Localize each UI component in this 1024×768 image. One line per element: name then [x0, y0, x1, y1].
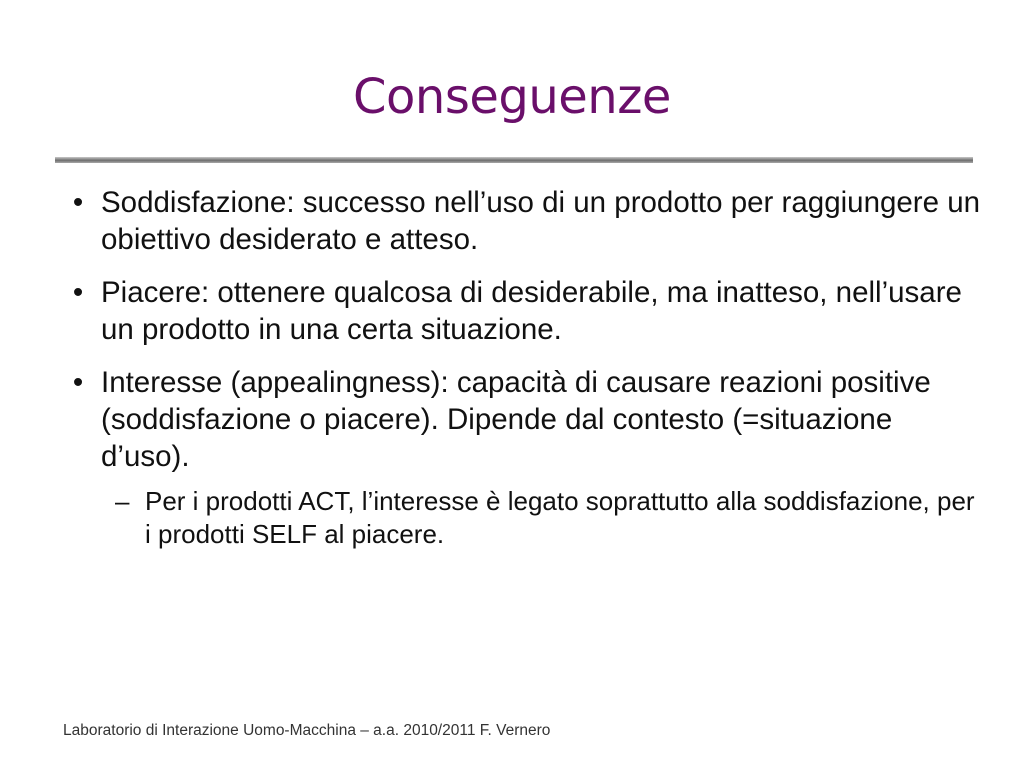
sub-bullet-item — [115, 485, 985, 551]
slide-title: Conseguenze — [353, 69, 671, 125]
sub-bullet-mark: – — [115, 486, 130, 516]
sub-bullet-text: Per i prodotti ACT, l’interesse è legato soprattutto alla soddisfazione, per i prodotti SELF al piacere. — [145, 486, 975, 549]
bullet-item — [55, 364, 985, 475]
bullet-mark: • — [72, 276, 84, 309]
bullet-text: Piacere: ottenere qualcosa di desiderabile, ma inatteso, nell’usare un prodotto in una certa situazione. — [101, 276, 962, 346]
slide-footer: Laboratorio di Interazione Uomo-Macchina – a.a. 2010/2011 F. Vernero — [63, 722, 551, 739]
bullet-mark: • — [72, 366, 84, 399]
title-divider — [55, 157, 973, 163]
bullet-text: Interesse (appealingness): capacità di causare reazioni positive (soddisfazione o piacere). Dipende dal contesto (=situazione d’uso). — [101, 366, 931, 473]
bullet-list — [55, 184, 985, 551]
bullet-text: Soddisfazione: successo nell’uso di un prodotto per raggiungere un obiettivo desiderato e atteso. — [101, 186, 981, 256]
bullet-item — [55, 184, 985, 258]
bullet-item — [55, 274, 985, 348]
bullet-mark: • — [72, 186, 84, 219]
